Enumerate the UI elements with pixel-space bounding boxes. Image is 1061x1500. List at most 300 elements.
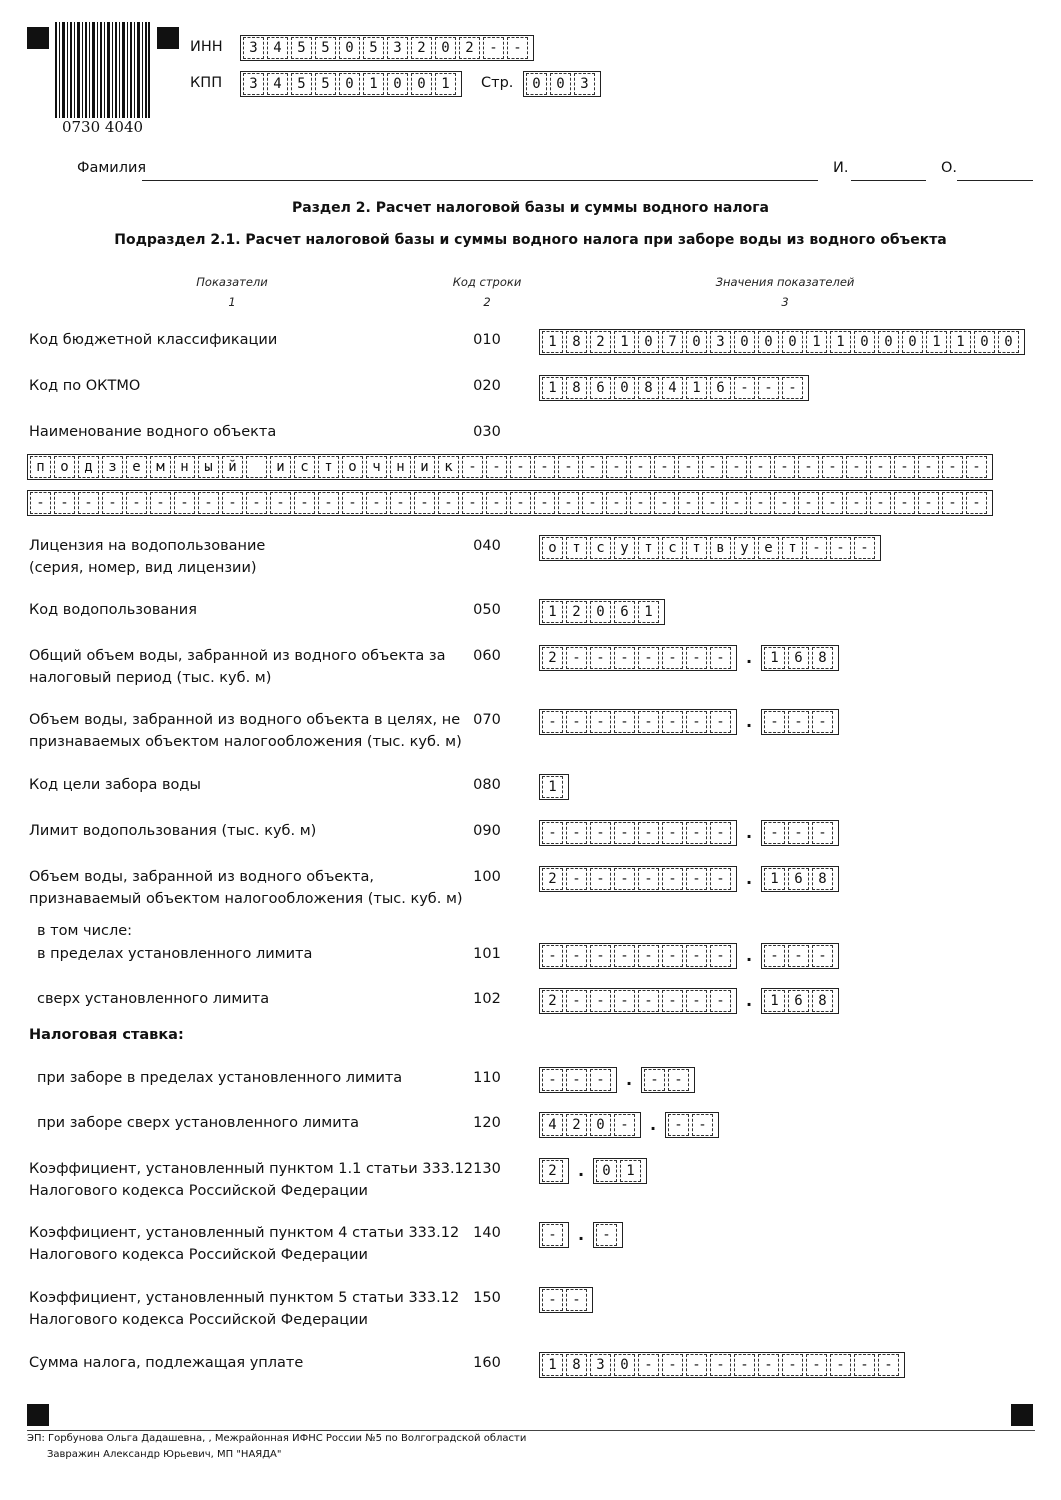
input-cell[interactable]: - <box>558 492 579 514</box>
input-cell[interactable]: - <box>750 456 771 478</box>
input-cell[interactable]: - <box>918 492 939 514</box>
input-cell[interactable]: - <box>654 492 675 514</box>
input-cell[interactable]: - <box>966 492 987 514</box>
input-cell[interactable]: и <box>270 456 291 478</box>
input-cell[interactable]: - <box>710 990 731 1012</box>
input-cell[interactable]: н <box>390 456 411 478</box>
input-cell[interactable]: 1 <box>620 1160 641 1182</box>
input-cell[interactable]: - <box>638 945 659 967</box>
kpp-field[interactable] <box>240 71 462 97</box>
fraction-part[interactable] <box>761 645 839 671</box>
input-cell[interactable]: 2 <box>542 647 563 669</box>
input-cell[interactable]: - <box>734 377 755 399</box>
input-cell[interactable]: 5 <box>291 37 312 59</box>
input-cell[interactable]: - <box>662 822 683 844</box>
input-cell[interactable]: 0 <box>854 331 875 353</box>
input-cell[interactable]: 1 <box>542 601 563 623</box>
input-cell[interactable]: - <box>246 492 267 514</box>
input-cell[interactable]: 0 <box>974 331 995 353</box>
fraction-part[interactable] <box>641 1067 695 1093</box>
surname-field[interactable] <box>142 160 818 181</box>
input-cell[interactable]: - <box>686 990 707 1012</box>
integer-part[interactable] <box>539 988 737 1014</box>
input-cell[interactable]: - <box>702 492 723 514</box>
input-cell[interactable]: - <box>614 868 635 890</box>
input-cell[interactable]: - <box>614 822 635 844</box>
input-cell[interactable]: - <box>318 492 339 514</box>
input-cell[interactable]: - <box>870 492 891 514</box>
input-cell[interactable]: 0 <box>435 37 456 59</box>
input-cell[interactable]: - <box>686 822 707 844</box>
name-initial-field[interactable] <box>851 160 926 181</box>
input-cell[interactable]: - <box>566 647 587 669</box>
input-cell[interactable]: 4 <box>267 37 288 59</box>
inn-field[interactable] <box>240 35 534 61</box>
input-cell[interactable]: 1 <box>542 1354 563 1376</box>
input-cell[interactable]: - <box>812 711 833 733</box>
input-cell[interactable]: - <box>734 1354 755 1376</box>
input-cell[interactable]: - <box>798 456 819 478</box>
water-body-name-field-line-1[interactable] <box>27 454 993 480</box>
input-cell[interactable]: - <box>750 492 771 514</box>
patronymic-initial-field[interactable] <box>957 160 1033 181</box>
input-cell[interactable]: - <box>174 492 195 514</box>
input-cell[interactable]: - <box>822 456 843 478</box>
input-cell[interactable]: - <box>566 711 587 733</box>
input-cell[interactable]: - <box>846 456 867 478</box>
input-cell[interactable]: 0 <box>734 331 755 353</box>
input-cell[interactable]: 8 <box>566 377 587 399</box>
input-cell[interactable]: - <box>654 456 675 478</box>
input-cell[interactable]: 5 <box>363 37 384 59</box>
input-cell[interactable]: - <box>198 492 219 514</box>
input-cell[interactable]: - <box>438 492 459 514</box>
input-cell[interactable]: 3 <box>243 37 264 59</box>
input-cell[interactable]: - <box>806 1354 827 1376</box>
input-cell[interactable]: - <box>830 1354 851 1376</box>
coefficient-1-1-field[interactable] <box>539 1158 647 1184</box>
fraction-part[interactable] <box>761 988 839 1014</box>
integer-part[interactable] <box>539 645 737 671</box>
input-cell[interactable]: - <box>782 1354 803 1376</box>
integer-part[interactable] <box>539 820 737 846</box>
input-cell[interactable]: н <box>174 456 195 478</box>
input-cell[interactable]: - <box>596 1224 617 1246</box>
water-body-name-field-line-2[interactable] <box>27 490 993 516</box>
input-cell[interactable]: 0 <box>638 331 659 353</box>
input-cell[interactable]: - <box>614 990 635 1012</box>
input-cell[interactable]: - <box>788 822 809 844</box>
input-cell[interactable]: 5 <box>315 73 336 95</box>
input-cell[interactable]: 1 <box>806 331 827 353</box>
input-cell[interactable]: - <box>510 492 531 514</box>
input-cell[interactable]: - <box>590 1069 611 1091</box>
input-cell[interactable]: д <box>78 456 99 478</box>
input-cell[interactable]: 6 <box>710 377 731 399</box>
input-cell[interactable]: - <box>686 868 707 890</box>
input-cell[interactable]: - <box>342 492 363 514</box>
input-cell[interactable]: - <box>638 990 659 1012</box>
input-cell[interactable]: - <box>878 1354 899 1376</box>
input-cell[interactable]: т <box>782 537 803 559</box>
input-cell[interactable]: 8 <box>566 331 587 353</box>
input-cell[interactable]: - <box>662 990 683 1012</box>
fraction-part[interactable] <box>761 943 839 969</box>
input-cell[interactable]: - <box>590 711 611 733</box>
input-cell[interactable]: 1 <box>363 73 384 95</box>
tax-amount-field[interactable] <box>539 1352 905 1378</box>
input-cell[interactable]: - <box>966 456 987 478</box>
input-cell[interactable]: 8 <box>566 1354 587 1376</box>
input-cell[interactable]: 0 <box>998 331 1019 353</box>
input-cell[interactable]: - <box>702 456 723 478</box>
input-cell[interactable]: 2 <box>542 1160 563 1182</box>
input-cell[interactable]: 8 <box>812 647 833 669</box>
input-cell[interactable]: - <box>294 492 315 514</box>
input-cell[interactable]: - <box>54 492 75 514</box>
input-cell[interactable]: 1 <box>830 331 851 353</box>
input-cell[interactable]: - <box>30 492 51 514</box>
input-cell[interactable]: 3 <box>590 1354 611 1376</box>
input-cell[interactable]: 4 <box>542 1114 563 1136</box>
input-cell[interactable]: о <box>542 537 563 559</box>
input-cell[interactable]: - <box>590 822 611 844</box>
input-cell[interactable]: - <box>764 711 785 733</box>
input-cell[interactable]: - <box>507 37 528 59</box>
rate-over-limit-field[interactable] <box>539 1112 719 1138</box>
input-cell[interactable]: - <box>662 945 683 967</box>
input-cell[interactable]: п <box>30 456 51 478</box>
input-cell[interactable]: - <box>582 492 603 514</box>
input-cell[interactable]: 0 <box>339 37 360 59</box>
input-cell[interactable]: - <box>726 456 747 478</box>
input-cell[interactable]: - <box>614 647 635 669</box>
input-cell[interactable]: - <box>942 492 963 514</box>
input-cell[interactable]: 1 <box>638 601 659 623</box>
water-use-limit-field[interactable] <box>539 820 839 846</box>
input-cell[interactable]: 2 <box>459 37 480 59</box>
input-cell[interactable]: о <box>342 456 363 478</box>
input-cell[interactable]: - <box>798 492 819 514</box>
rate-within-limit-field[interactable] <box>539 1067 695 1093</box>
coefficient-4-field[interactable] <box>539 1222 623 1248</box>
input-cell[interactable]: 1 <box>764 647 785 669</box>
input-cell[interactable]: ы <box>198 456 219 478</box>
input-cell[interactable]: 6 <box>788 868 809 890</box>
input-cell[interactable]: - <box>590 945 611 967</box>
input-cell[interactable]: - <box>566 868 587 890</box>
input-cell[interactable]: - <box>678 456 699 478</box>
input-cell[interactable]: з <box>102 456 123 478</box>
input-cell[interactable]: - <box>662 711 683 733</box>
input-cell[interactable]: - <box>764 945 785 967</box>
input-cell[interactable]: 8 <box>812 990 833 1012</box>
input-cell[interactable]: 1 <box>542 776 563 798</box>
input-cell[interactable]: о <box>54 456 75 478</box>
input-cell[interactable]: 0 <box>387 73 408 95</box>
fraction-part[interactable] <box>761 709 839 735</box>
input-cell[interactable]: - <box>630 456 651 478</box>
input-cell[interactable]: - <box>644 1069 665 1091</box>
input-cell[interactable]: - <box>150 492 171 514</box>
input-cell[interactable]: 1 <box>926 331 947 353</box>
intake-purpose-code-field[interactable] <box>539 774 569 800</box>
input-cell[interactable]: 4 <box>662 377 683 399</box>
input-cell[interactable]: - <box>692 1114 713 1136</box>
input-cell[interactable]: 1 <box>542 377 563 399</box>
input-cell[interactable]: 1 <box>614 331 635 353</box>
input-cell[interactable]: - <box>566 1069 587 1091</box>
input-cell[interactable]: ч <box>366 456 387 478</box>
input-cell[interactable]: - <box>534 456 555 478</box>
input-cell[interactable]: т <box>638 537 659 559</box>
input-cell[interactable]: - <box>662 647 683 669</box>
input-cell[interactable]: - <box>710 1354 731 1376</box>
input-cell[interactable]: т <box>566 537 587 559</box>
input-cell[interactable]: - <box>638 822 659 844</box>
integer-part[interactable] <box>539 1222 569 1248</box>
input-cell[interactable]: 4 <box>267 73 288 95</box>
input-cell[interactable]: 1 <box>435 73 456 95</box>
input-cell[interactable]: - <box>678 492 699 514</box>
input-cell[interactable]: 3 <box>387 37 408 59</box>
input-cell[interactable]: 6 <box>788 647 809 669</box>
integer-part[interactable] <box>539 1158 569 1184</box>
input-cell[interactable]: - <box>854 537 875 559</box>
input-cell[interactable]: - <box>366 492 387 514</box>
input-cell[interactable]: 0 <box>614 377 635 399</box>
input-cell[interactable]: 6 <box>590 377 611 399</box>
input-cell[interactable]: - <box>542 1069 563 1091</box>
input-cell[interactable]: 3 <box>243 73 264 95</box>
budget-classification-code-field[interactable] <box>539 329 1025 355</box>
input-cell[interactable]: с <box>662 537 683 559</box>
input-cell[interactable]: - <box>510 456 531 478</box>
total-water-volume-field[interactable] <box>539 645 839 671</box>
input-cell[interactable]: 6 <box>788 990 809 1012</box>
input-cell[interactable]: у <box>614 537 635 559</box>
input-cell[interactable]: - <box>606 492 627 514</box>
input-cell[interactable]: - <box>710 647 731 669</box>
input-cell[interactable] <box>246 456 267 478</box>
input-cell[interactable]: - <box>534 492 555 514</box>
input-cell[interactable]: 8 <box>638 377 659 399</box>
input-cell[interactable]: - <box>638 711 659 733</box>
input-cell[interactable]: - <box>270 492 291 514</box>
input-cell[interactable]: - <box>102 492 123 514</box>
input-cell[interactable]: 2 <box>566 601 587 623</box>
input-cell[interactable]: - <box>710 711 731 733</box>
input-cell[interactable]: - <box>590 868 611 890</box>
input-cell[interactable]: е <box>758 537 779 559</box>
input-cell[interactable]: 0 <box>550 73 571 95</box>
input-cell[interactable]: 0 <box>686 331 707 353</box>
non-taxable-volume-field[interactable] <box>539 709 839 735</box>
input-cell[interactable]: - <box>758 377 779 399</box>
input-cell[interactable]: - <box>542 1224 563 1246</box>
input-cell[interactable]: - <box>710 822 731 844</box>
input-cell[interactable]: - <box>542 1289 563 1311</box>
input-cell[interactable]: - <box>414 492 435 514</box>
input-cell[interactable]: - <box>758 1354 779 1376</box>
input-cell[interactable]: 7 <box>662 331 683 353</box>
input-cell[interactable]: - <box>726 492 747 514</box>
input-cell[interactable]: - <box>942 456 963 478</box>
page-number-field[interactable] <box>523 71 601 97</box>
input-cell[interactable]: 6 <box>614 601 635 623</box>
input-cell[interactable]: - <box>590 990 611 1012</box>
input-cell[interactable]: - <box>812 822 833 844</box>
input-cell[interactable]: - <box>686 711 707 733</box>
input-cell[interactable]: - <box>638 647 659 669</box>
input-cell[interactable]: - <box>662 1354 683 1376</box>
input-cell[interactable]: - <box>486 456 507 478</box>
input-cell[interactable]: 1 <box>542 331 563 353</box>
input-cell[interactable]: - <box>894 456 915 478</box>
input-cell[interactable]: - <box>630 492 651 514</box>
input-cell[interactable]: 0 <box>339 73 360 95</box>
input-cell[interactable]: 0 <box>902 331 923 353</box>
input-cell[interactable]: - <box>764 822 785 844</box>
integer-part[interactable] <box>539 709 737 735</box>
input-cell[interactable]: - <box>782 377 803 399</box>
input-cell[interactable]: 0 <box>411 73 432 95</box>
input-cell[interactable]: м <box>150 456 171 478</box>
input-cell[interactable]: 1 <box>686 377 707 399</box>
input-cell[interactable]: 0 <box>596 1160 617 1182</box>
input-cell[interactable]: 2 <box>542 868 563 890</box>
input-cell[interactable]: - <box>614 945 635 967</box>
input-cell[interactable]: 5 <box>291 73 312 95</box>
input-cell[interactable]: - <box>590 647 611 669</box>
input-cell[interactable]: т <box>686 537 707 559</box>
input-cell[interactable]: с <box>590 537 611 559</box>
input-cell[interactable]: 3 <box>710 331 731 353</box>
input-cell[interactable]: в <box>710 537 731 559</box>
input-cell[interactable]: - <box>542 945 563 967</box>
input-cell[interactable]: - <box>846 492 867 514</box>
input-cell[interactable]: - <box>542 711 563 733</box>
oktmo-field[interactable] <box>539 375 809 401</box>
fraction-part[interactable] <box>761 820 839 846</box>
input-cell[interactable]: - <box>774 492 795 514</box>
input-cell[interactable]: 0 <box>590 601 611 623</box>
fraction-part[interactable] <box>593 1158 647 1184</box>
input-cell[interactable]: 2 <box>590 331 611 353</box>
input-cell[interactable]: - <box>668 1069 689 1091</box>
input-cell[interactable]: й <box>222 456 243 478</box>
input-cell[interactable]: - <box>582 456 603 478</box>
input-cell[interactable]: 0 <box>590 1114 611 1136</box>
input-cell[interactable]: - <box>78 492 99 514</box>
coefficient-5-field[interactable] <box>539 1287 593 1313</box>
input-cell[interactable]: - <box>686 945 707 967</box>
input-cell[interactable]: - <box>686 1354 707 1376</box>
input-cell[interactable]: с <box>294 456 315 478</box>
input-cell[interactable]: - <box>806 537 827 559</box>
fraction-part[interactable] <box>761 866 839 892</box>
input-cell[interactable]: - <box>710 868 731 890</box>
input-cell[interactable]: - <box>774 456 795 478</box>
over-limit-volume-field[interactable] <box>539 988 839 1014</box>
input-cell[interactable]: - <box>486 492 507 514</box>
input-cell[interactable]: - <box>614 1114 635 1136</box>
taxable-volume-field[interactable] <box>539 866 839 892</box>
input-cell[interactable]: 8 <box>812 868 833 890</box>
input-cell[interactable]: 1 <box>764 990 785 1012</box>
integer-part[interactable] <box>539 943 737 969</box>
within-limit-volume-field[interactable] <box>539 943 839 969</box>
input-cell[interactable]: - <box>542 822 563 844</box>
input-cell[interactable]: 0 <box>526 73 547 95</box>
water-use-code-field[interactable] <box>539 599 665 625</box>
input-cell[interactable]: - <box>830 537 851 559</box>
input-cell[interactable]: - <box>788 711 809 733</box>
integer-part[interactable] <box>539 1067 617 1093</box>
input-cell[interactable]: е <box>126 456 147 478</box>
input-cell[interactable]: - <box>222 492 243 514</box>
input-cell[interactable]: - <box>812 945 833 967</box>
input-cell[interactable]: - <box>614 711 635 733</box>
input-cell[interactable]: - <box>854 1354 875 1376</box>
input-cell[interactable]: - <box>606 456 627 478</box>
input-cell[interactable]: - <box>686 647 707 669</box>
input-cell[interactable]: т <box>318 456 339 478</box>
input-cell[interactable]: - <box>566 1289 587 1311</box>
input-cell[interactable]: и <box>414 456 435 478</box>
input-cell[interactable]: - <box>668 1114 689 1136</box>
integer-part[interactable] <box>539 866 737 892</box>
input-cell[interactable]: 0 <box>614 1354 635 1376</box>
fraction-part[interactable] <box>665 1112 719 1138</box>
input-cell[interactable]: - <box>894 492 915 514</box>
input-cell[interactable]: 5 <box>315 37 336 59</box>
input-cell[interactable]: 3 <box>574 73 595 95</box>
input-cell[interactable]: - <box>662 868 683 890</box>
input-cell[interactable]: - <box>918 456 939 478</box>
input-cell[interactable]: 0 <box>782 331 803 353</box>
input-cell[interactable]: - <box>870 456 891 478</box>
input-cell[interactable]: 1 <box>950 331 971 353</box>
input-cell[interactable]: - <box>822 492 843 514</box>
input-cell[interactable]: - <box>566 990 587 1012</box>
fraction-part[interactable] <box>593 1222 623 1248</box>
input-cell[interactable]: 2 <box>542 990 563 1012</box>
input-cell[interactable]: у <box>734 537 755 559</box>
input-cell[interactable]: к <box>438 456 459 478</box>
decimal-point: . <box>649 1115 657 1134</box>
license-field[interactable] <box>539 535 881 561</box>
input-cell[interactable]: - <box>638 868 659 890</box>
input-cell[interactable]: - <box>788 945 809 967</box>
input-cell[interactable]: - <box>390 492 411 514</box>
input-cell[interactable]: - <box>462 492 483 514</box>
input-cell[interactable]: - <box>483 37 504 59</box>
input-cell[interactable]: - <box>558 456 579 478</box>
input-cell[interactable]: - <box>638 1354 659 1376</box>
input-cell[interactable]: 2 <box>566 1114 587 1136</box>
input-cell[interactable]: 0 <box>758 331 779 353</box>
input-cell[interactable]: 1 <box>764 868 785 890</box>
input-cell[interactable]: - <box>126 492 147 514</box>
integer-part[interactable] <box>539 1112 641 1138</box>
input-cell[interactable]: - <box>462 456 483 478</box>
input-cell[interactable]: - <box>710 945 731 967</box>
input-cell[interactable]: - <box>566 945 587 967</box>
input-cell[interactable]: - <box>566 822 587 844</box>
input-cell[interactable]: 2 <box>411 37 432 59</box>
input-cell[interactable]: 0 <box>878 331 899 353</box>
